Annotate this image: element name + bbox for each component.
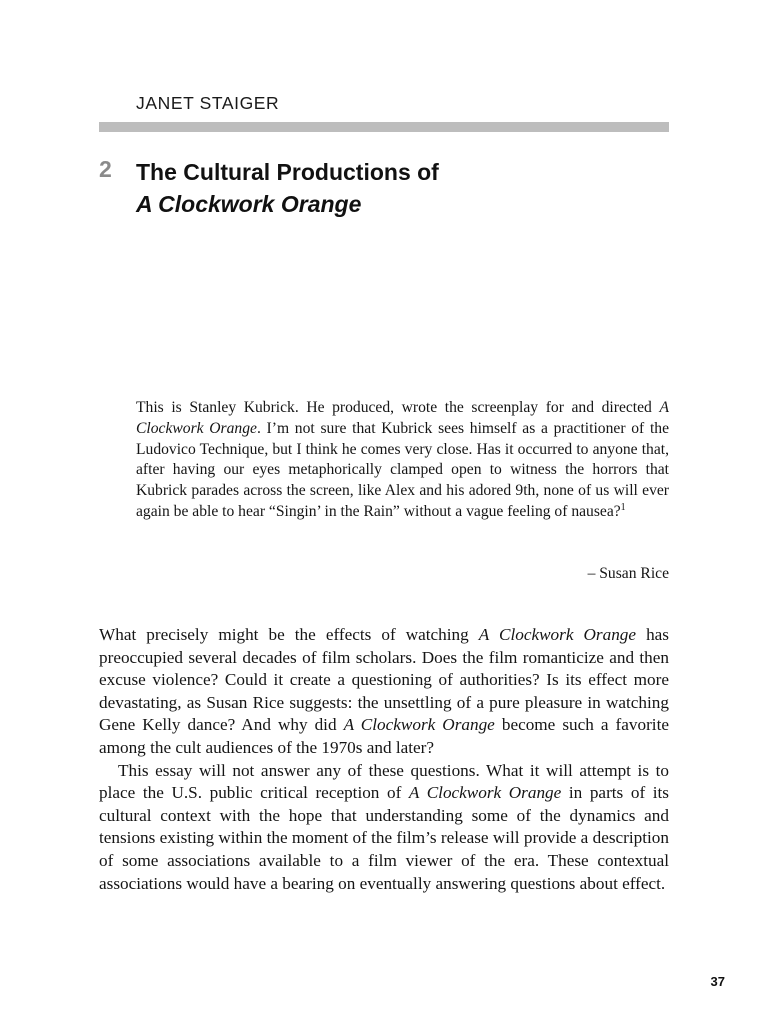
chapter-title — [136, 156, 439, 220]
paragraph — [99, 624, 669, 760]
chapter-number: 2 — [99, 156, 112, 182]
paragraph — [99, 760, 669, 896]
epigraph-film-title: A Clockwork Orange — [136, 399, 669, 437]
chapter-title-line2: A Clockwork Orange — [136, 191, 362, 217]
page-number: 37 — [710, 974, 725, 989]
epigraph-attribution: – Susan Rice — [587, 565, 669, 582]
film-title: A Clockwork Orange — [478, 625, 637, 644]
epigraph-text: This is Stanley Kubrick. He produced, wrote the screenplay for and directed — [136, 399, 660, 416]
film-title: A Clockwork Orange — [343, 715, 495, 735]
chapter-title-line1: The Cultural Productions of — [136, 159, 439, 185]
paragraph-text: What precisely might be the effects of watching — [99, 625, 479, 644]
paragraph-text: has preoccupied several decades of film scholars. Does the film romanticize and then excuse violence? Could it create a questioning of authorities? Is its effect more devastating, as Susan Rice suggests: the unsettling of a pure pleasure in watching Gene Kelly dance? And why did — [99, 625, 669, 735]
body-text — [99, 624, 669, 895]
film-title: A Clockwork Orange — [408, 783, 562, 803]
epigraph-text: . I’m not sure that Kubrick sees himself as a practitioner of the Ludovico Technique, but I think he comes very close. Has it occurred to anyone that, after having our eyes metaphorically clamped open to witness the horrors that Kubrick parades across the screen, like Alex and his adored 9th, none of us will ever again be able to hear “Singin’ in the Rain” without a vague feeling of nausea? — [136, 419, 670, 520]
running-header-author: JANET STAIGER — [136, 93, 280, 113]
paragraph-text: in parts of its cultural context with the hope that understanding some of the dynamics and tensions existing within the moment of the film’s release will provide a description of some associations available to a film viewer of the era. These contextual associations would have a bearing on eventually answering questions about effect. — [99, 783, 669, 893]
footnote-marker[interactable]: 1 — [620, 501, 626, 513]
paragraph-text: become such a favorite among the cult audiences of the 1970s and later? — [99, 715, 669, 757]
epigraph — [136, 398, 669, 523]
paragraph-text: This essay will not answer any of these questions. What it will attempt is to place the U.S. public critical reception of — [99, 760, 669, 803]
header-rule — [99, 122, 669, 132]
